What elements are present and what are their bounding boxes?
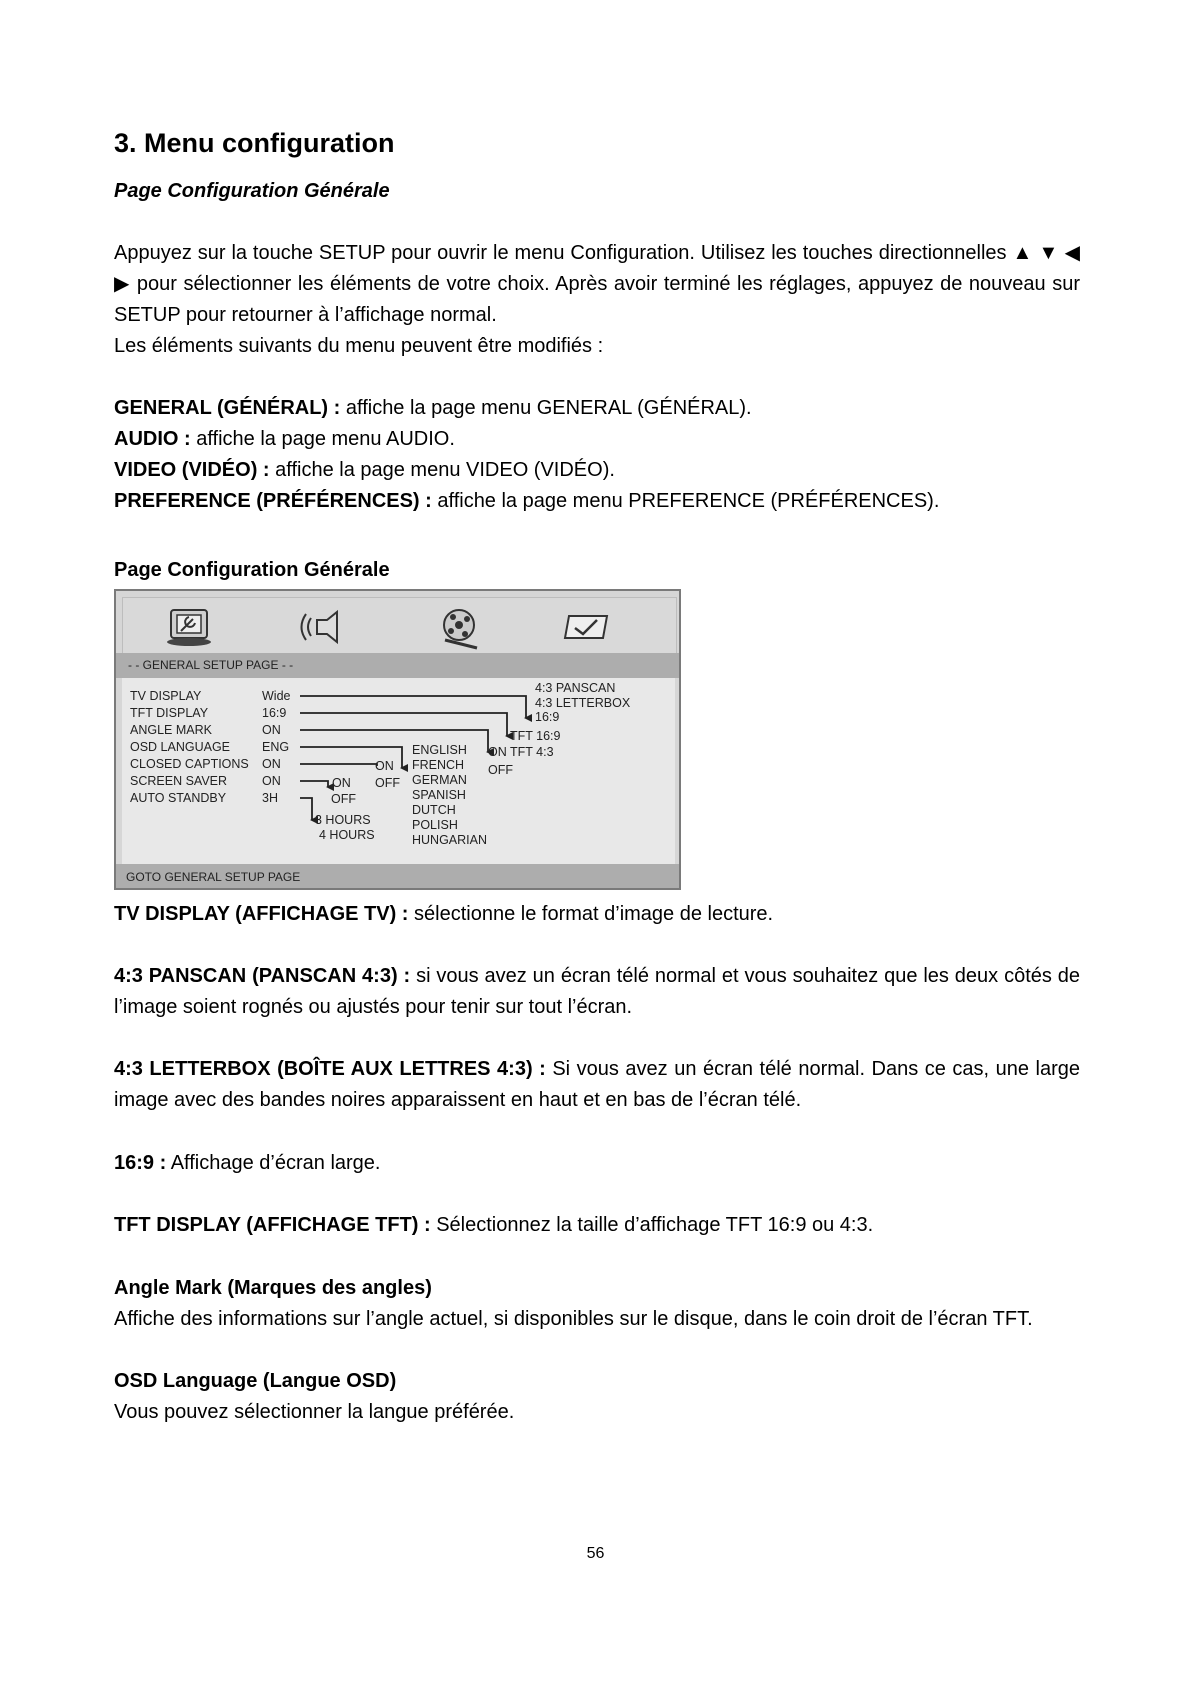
osd-screenshot xyxy=(114,589,681,890)
osd-label: SCREEN SAVER xyxy=(130,774,228,788)
video-setup-icon xyxy=(444,610,477,648)
osd-icons xyxy=(123,598,676,656)
section-osd-language-title: OSD Language (Langue OSD) xyxy=(114,1370,397,1392)
osd-footer: GOTO GENERAL SETUP PAGE xyxy=(116,864,679,890)
standby-option: 4 HOURS xyxy=(319,828,375,842)
osd-page-title: - - GENERAL SETUP PAGE - - xyxy=(116,653,679,678)
section-heading: 3. Menu configuration xyxy=(114,128,395,158)
intro-paragraph: Appuyez sur la touche SETUP pour ouvrir le menu Configuration. Utilisez les touches directionnelles ▲ ▼ ◀ ▶ pour sélectionner les éléments de votre choix. Après avoir terminé les réglages, appuyez de nouveau sur SETUP pour retourner à l’affichage normal. xyxy=(114,242,1080,326)
standby-option: 3 HOURS xyxy=(315,813,371,827)
osd-label: TFT DISPLAY xyxy=(130,706,209,720)
section-letterbox: 4:3 LETTERBOX (BOÎTE AUX LETTRES 4:3) : Si vous avez un écran télé normal. Dans ce cas, une large image avec des bandes noires apparaissent en haut et en bas de l’écran télé. xyxy=(114,1058,1080,1111)
tft-option: TFT 16:9 xyxy=(510,729,561,743)
section-wide: 16:9 : Affichage d’écran large. xyxy=(114,1152,381,1174)
tv-option: 4:3 LETTERBOX xyxy=(535,696,631,710)
saver-option: ON xyxy=(332,776,351,790)
angle-option: ON xyxy=(488,745,507,759)
language-option: SPANISH xyxy=(412,788,466,802)
osd-value: ON xyxy=(262,723,281,737)
section-tv-display: TV DISPLAY (AFFICHAGE TV) : sélectionne le format d’image de lecture. xyxy=(114,903,774,925)
section-angle-desc: Affiche des informations sur l’angle actuel, si disponibles sur le disque, dans le coin droit de l’écran TFT. xyxy=(114,1308,1033,1330)
osd-value: 3H xyxy=(262,791,278,805)
preference-setup-icon xyxy=(565,616,607,638)
menu-item-preference: PREFERENCE (PRÉFÉRENCES) : affiche la page menu PREFERENCE (PRÉFÉRENCES). xyxy=(114,490,940,512)
language-option: ENGLISH xyxy=(412,743,467,757)
osd-label: AUTO STANDBY xyxy=(130,791,227,805)
section-angle-title: Angle Mark (Marques des angles) xyxy=(114,1277,432,1299)
intro-paragraph-2: Les éléments suivants du menu peuvent être modifiés : xyxy=(114,335,604,357)
language-option: DUTCH xyxy=(412,803,456,817)
language-option: FRENCH xyxy=(412,758,465,772)
menu-item-video: VIDEO (VIDÉO) : affiche la page menu VIDEO (VIDÉO). xyxy=(114,459,615,481)
language-option: GERMAN xyxy=(412,773,467,787)
osd-label: ANGLE MARK xyxy=(130,723,212,737)
section-osd-language-desc: Vous pouvez sélectionner la langue préférée. xyxy=(114,1401,515,1423)
tv-option: 4:3 PANSCAN xyxy=(535,681,616,695)
osd-value: Wide xyxy=(262,689,291,703)
osd-value: ON xyxy=(262,757,281,771)
osd-value: ENG xyxy=(262,740,290,754)
angle-option: OFF xyxy=(488,763,513,777)
osd-menu-body xyxy=(122,678,675,864)
page-number: 56 xyxy=(586,1545,605,1562)
section-tft: TFT DISPLAY (AFFICHAGE TFT) : Sélectionnez la taille d’affichage TFT 16:9 ou 4:3. xyxy=(114,1214,874,1236)
audio-setup-icon xyxy=(302,612,338,642)
general-setup-icon xyxy=(167,610,211,646)
figure-heading: Page Configuration Générale xyxy=(114,559,390,581)
cc-option: OFF xyxy=(375,776,400,790)
osd-label: CLOSED CAPTIONS xyxy=(130,757,249,771)
osd-icon-bar xyxy=(122,597,677,657)
osd-label: OSD LANGUAGE xyxy=(130,740,231,754)
osd-value: ON xyxy=(262,774,281,788)
menu-item-general: GENERAL (GÉNÉRAL) : affiche la page menu GENERAL (GÉNÉRAL). xyxy=(114,397,752,419)
page-subheading: Page Configuration Générale xyxy=(114,180,390,202)
osd-value: 16:9 xyxy=(262,706,287,720)
osd-label: TV DISPLAY xyxy=(130,689,202,703)
language-option: POLISH xyxy=(412,818,458,832)
saver-option: OFF xyxy=(331,792,356,806)
cc-option: ON xyxy=(375,759,394,773)
language-option: HUNGARIAN xyxy=(412,833,488,847)
osd-menu-diagram xyxy=(122,678,675,864)
section-panscan: 4:3 PANSCAN (PANSCAN 4:3) : si vous avez un écran télé normal et vous souhaitez que les deux côtés de l’image soient rognés ou ajustés pour tenir sur tout l’écran. xyxy=(114,965,1081,1018)
tv-option: 16:9 xyxy=(535,710,560,724)
menu-item-audio: AUDIO : affiche la page menu AUDIO. xyxy=(114,428,455,450)
tft-option: TFT 4:3 xyxy=(510,745,554,759)
